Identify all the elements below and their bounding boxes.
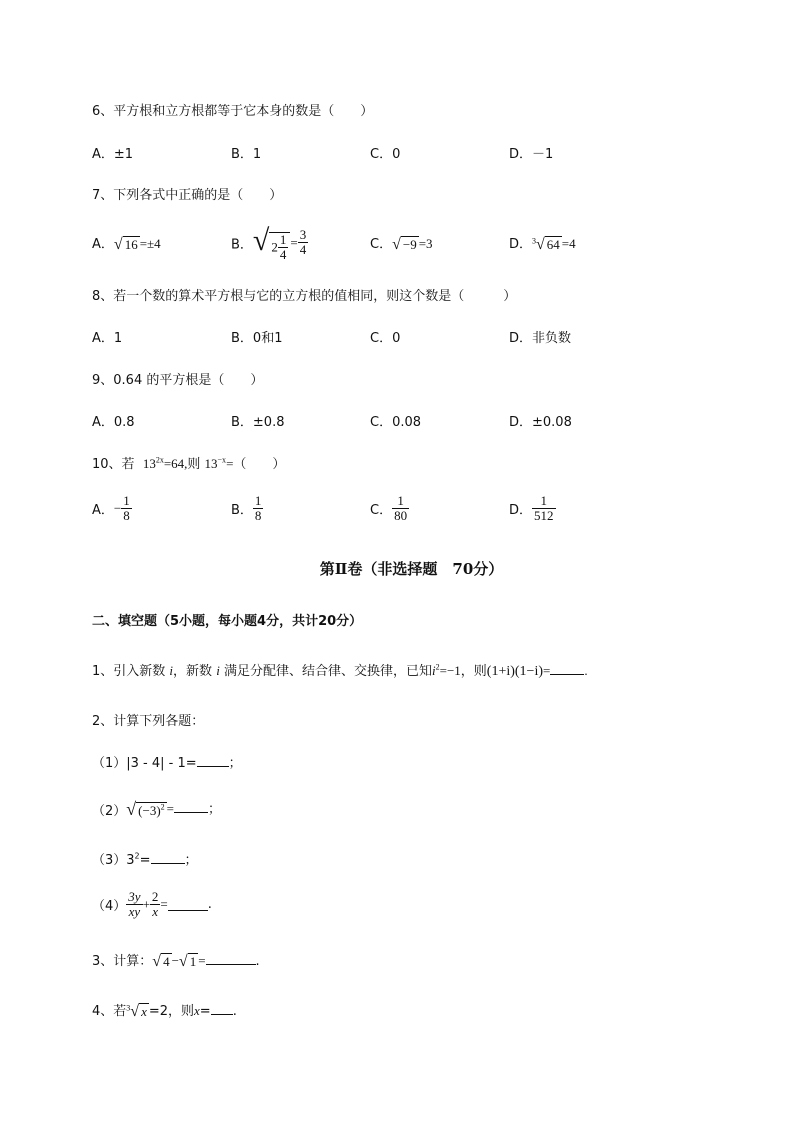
cube-root-expression: $^3$√ 64 [532,235,560,253]
option-rest: =3 [418,236,433,251]
question-8-stem: 8、若一个数的算术平方根与它的立方根的值相同，则这个数是（ ） [92,289,517,304]
question-9-option-b[interactable]: B．±0.8 [231,415,285,430]
fraction: $\frac{3y}{xy}$ [128,889,141,919]
option-label: D． [509,503,533,518]
fraction: $\frac{2}{x}$ [151,889,159,919]
question-7-option-b[interactable]: B．√ 2 $\frac{1}{4}$ = $\frac{3}{4}$ [231,224,307,262]
fill-section-title: 二、填空题（5小题，每小题4分，共计20分） [92,614,363,629]
question-10-option-c[interactable] [370,494,409,523]
fill-question-2-stem: 2、计算下列各题： [92,714,205,729]
option-label: A． [92,503,114,518]
question-6-option-b[interactable]: B．1 [231,147,262,162]
fraction: $\frac{1}{512}$ [534,493,554,523]
sqrt-expression: √ −9 [392,235,417,253]
question-6-option-a[interactable]: A．±1 [92,147,134,162]
fraction-three-quarters: $\frac{3}{4}$ [299,227,307,258]
answer-blank[interactable] [206,952,256,965]
answer-blank[interactable] [151,851,185,864]
question-10-option-b[interactable] [231,494,263,523]
question-8-option-d[interactable]: D．非负数 [509,331,572,346]
fill-question-3: 3、计算：√ 4 −√ 1 = . [92,952,260,970]
question-7-stem: 7、下列各式中正确的是（ ） [92,188,283,203]
cube-root-expression: $^3$√ x [126,1002,147,1020]
question-9-option-c[interactable]: C．0.08 [370,415,422,430]
question-6-stem: 6、平方根和立方根都等于它本身的数是（ ） [92,104,374,119]
question-7-option-d[interactable] [509,233,576,254]
fill-question-2-part-3: $(3)3^2=$ ； [92,851,198,868]
question-9-stem: 9、0.64 的平方根是（ ） [92,373,264,388]
question-7-option-c[interactable] [370,233,433,254]
option-label: C． [370,237,393,252]
fraction: $\frac{1}{8}$ [254,493,262,523]
answer-blank[interactable] [550,662,584,675]
option-label: C． [370,503,393,518]
question-10-option-a[interactable]: A．− $\frac{1}{8}$ [92,493,130,523]
option-label: B． [231,237,253,253]
fill-question-2-part-1: （1）|3 - 4| - 1= ； [92,756,242,771]
option-label: D． [509,237,533,252]
question-6-option-c[interactable]: C．0 [370,147,401,162]
fraction: $\frac{1}{8}$ [123,493,130,523]
answer-blank[interactable] [174,800,208,813]
question-6-option-d[interactable]: D．－1 [509,147,554,162]
answer-blank[interactable] [211,1002,233,1015]
sqrt-mixed-fraction: √ 2 $\frac{1}{4}$ [253,224,290,262]
option-label: B． [231,503,253,518]
part-two-title: 第Ⅱ卷（非选择题 70分） [319,560,504,578]
fill-question-4: 4、若$^3$√ x =2，则x= . [92,1002,237,1020]
option-label: A． [92,237,114,252]
question-9-option-a[interactable]: A．0.8 [92,415,135,430]
fill-question-1: 1、引入新数 i，新数 i 满足分配律、结合律、交换律，已知$i^2=-1$，则(1+i)(1−i)= . [92,662,588,679]
question-10-stem: 10、若 $13^{2x}=64$,则 $13^{-x}=$（ ） [92,455,286,472]
answer-blank[interactable] [168,898,208,911]
sqrt-expression: √ 4 [152,952,170,970]
question-9-option-d[interactable]: D．±0.08 [509,415,572,430]
question-10-option-d[interactable] [509,494,556,523]
question-8-option-a[interactable]: A．1 [92,331,123,346]
option-rest: =±4 [139,236,161,251]
sqrt-expression: √ 16 [113,235,138,253]
question-7-option-a[interactable] [92,233,161,254]
sqrt-expression: √ 1 [178,952,197,970]
answer-blank[interactable] [197,754,229,767]
fill-question-2-part-2: （2）√ $(-3)^2$ = ； [92,799,222,819]
question-8-option-b[interactable]: B．0和1 [231,331,283,346]
sqrt-expression: √ $(-3)^2$ [126,799,165,819]
fraction: $\frac{1}{80}$ [394,493,408,523]
question-8-option-c[interactable]: C．0 [370,331,401,346]
option-rest: =4 [561,236,576,251]
fill-question-2-part-4: （4） $\frac{3y}{xy}$ + $\frac{2}{x}$ = . [92,889,212,919]
